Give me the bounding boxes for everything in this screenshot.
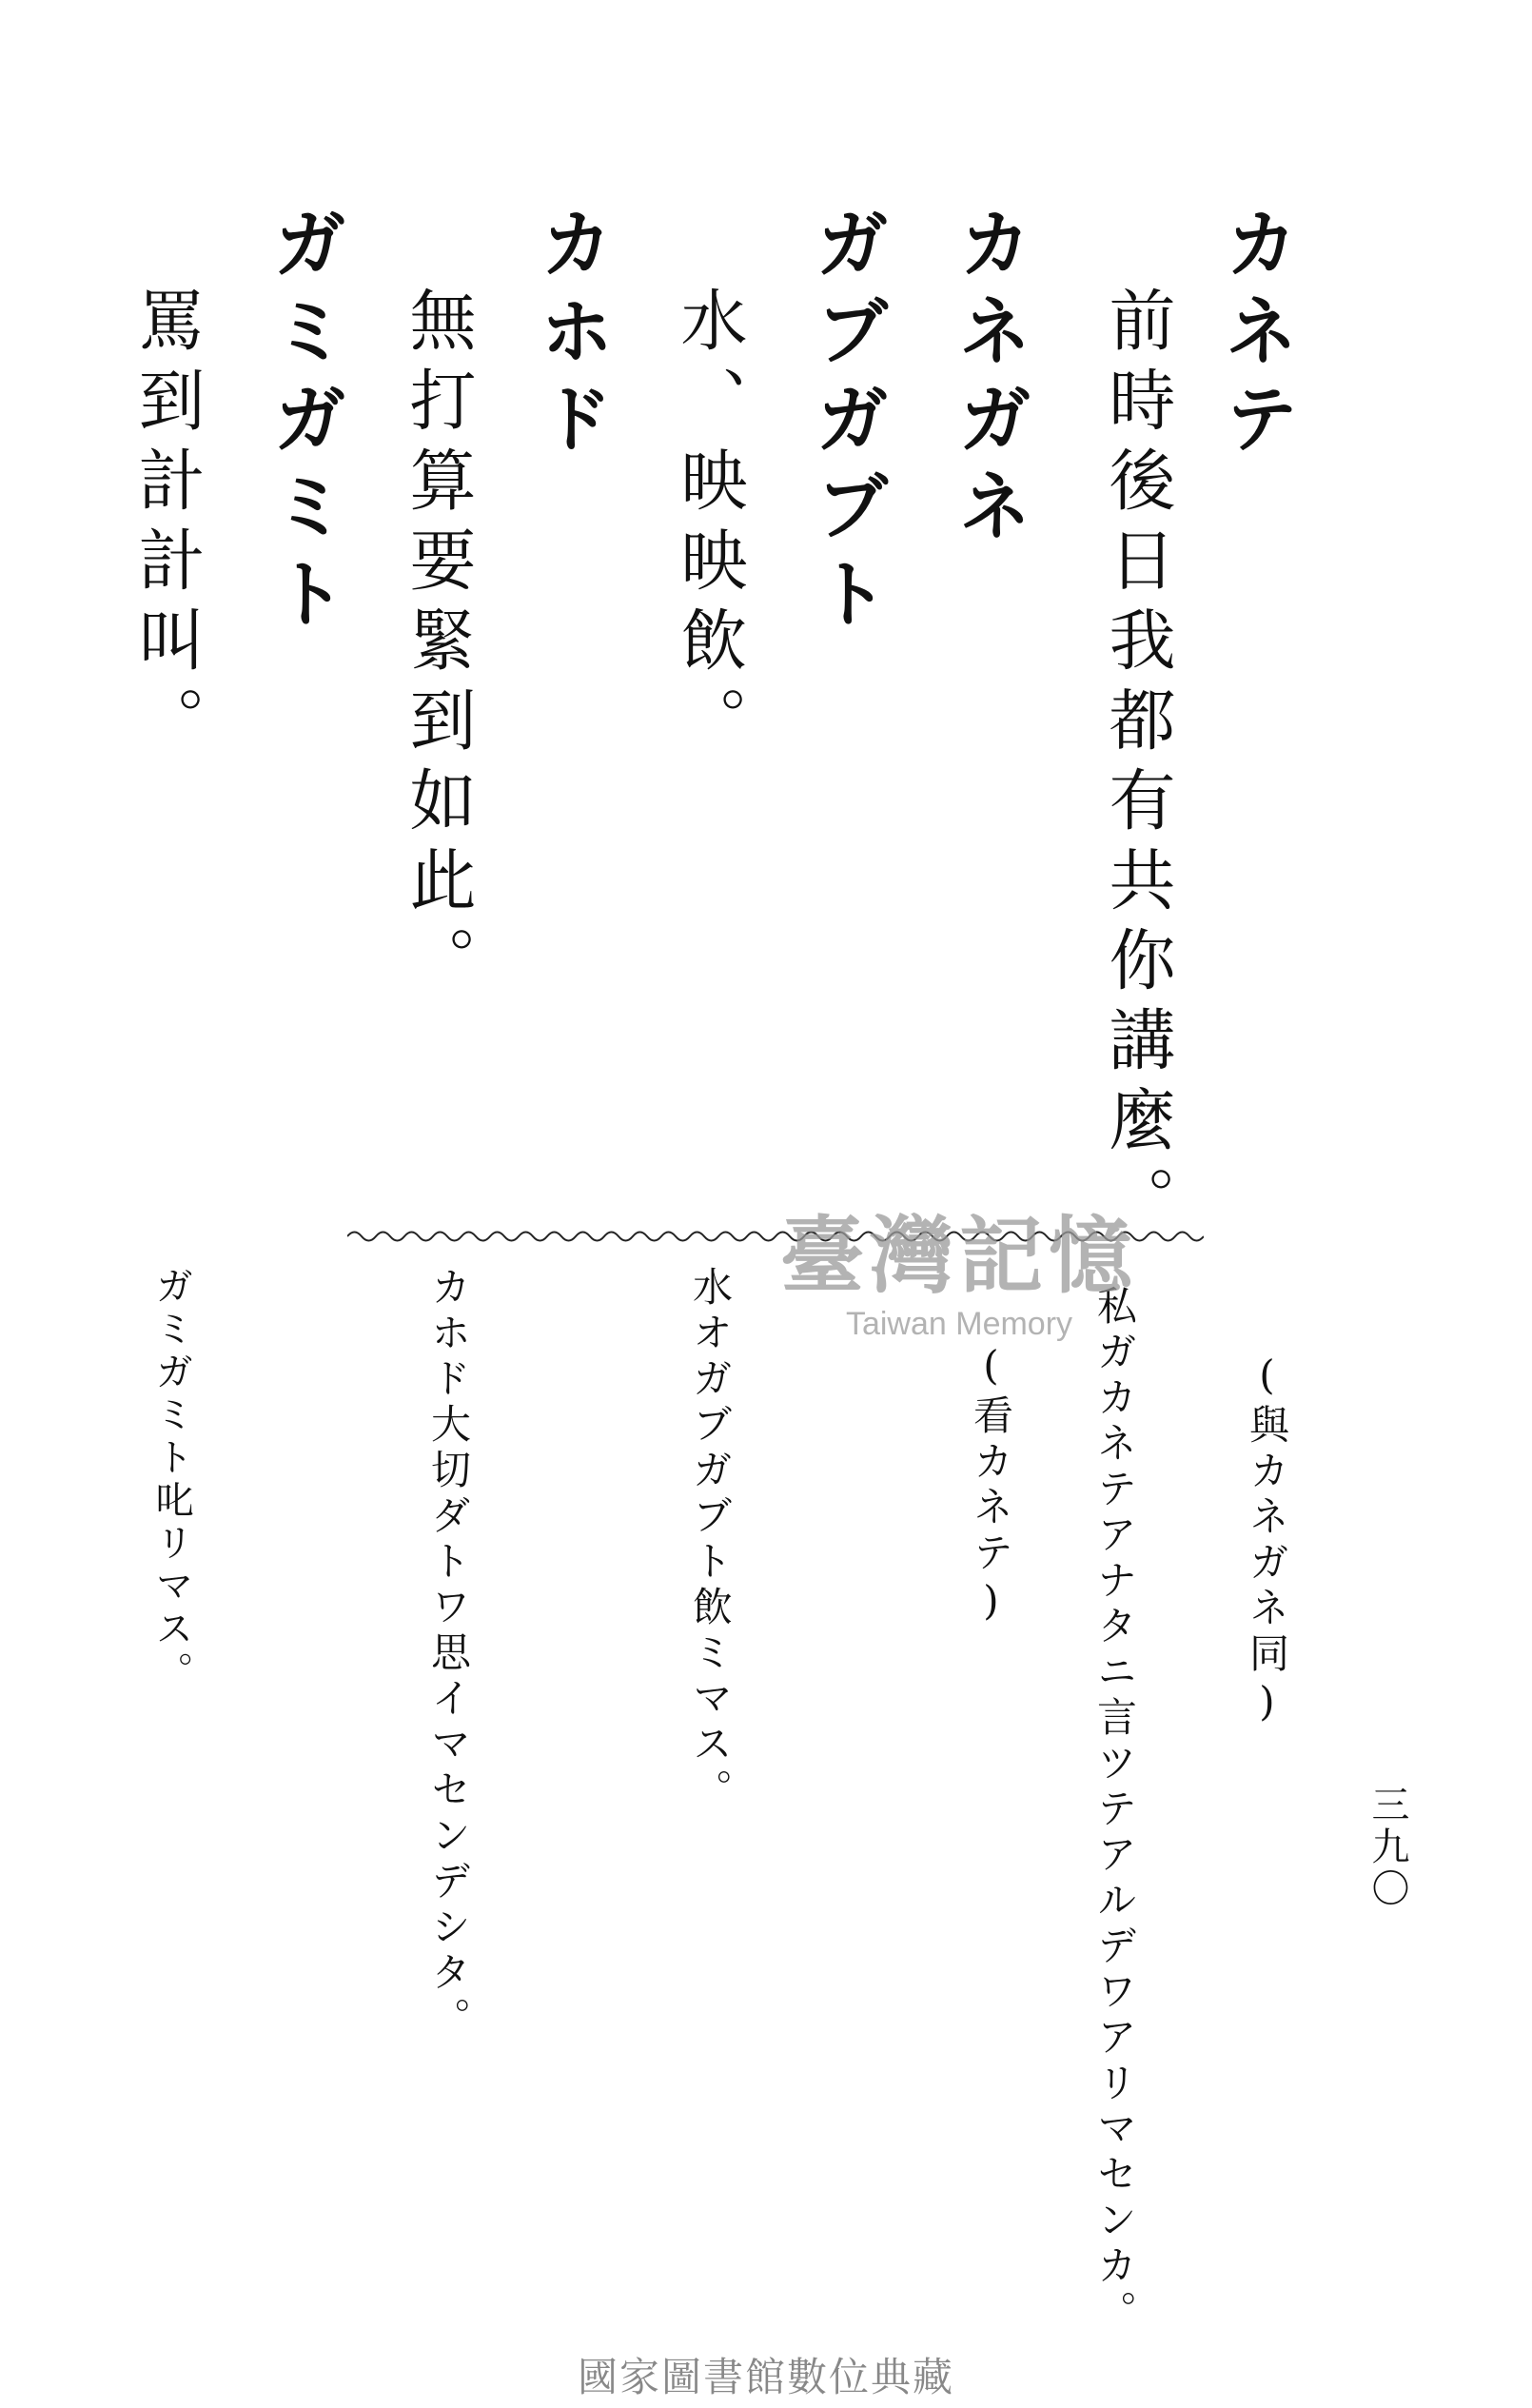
entry-1-headword: カネテ: [1212, 205, 1298, 467]
entry-5-headword: ガミガミト: [261, 205, 346, 642]
entry-3-taiwanese: 水、映映飲。: [670, 286, 748, 765]
entry-1-taiwanese: 前時後日我都有共你講麼。: [1098, 286, 1176, 1245]
entry-2-headword: カネガネ: [946, 205, 1031, 555]
entry-1-translation: 私ガカネテアナタニ言ツテアルデワアリマセンカ。: [1091, 1285, 1138, 2336]
page-number: 三九〇: [1365, 1785, 1409, 1910]
entry-5-taiwanese: 罵到計計叫。: [128, 286, 206, 765]
entry-2-note: (看カネテ): [968, 1342, 1014, 1629]
entry-1-note: (與カネガネ同): [1244, 1352, 1290, 1730]
entry-4-taiwanese: 無打算要緊到如此。: [399, 286, 477, 1005]
watermark-subtitle: Taiwan Memory: [845, 1306, 1073, 1342]
entry-4-translation: カホド大切ダトワ思イマセンデシタ。: [425, 1266, 472, 2043]
entry-4-headword: カホド: [527, 205, 613, 467]
wavy-divider: [347, 1228, 1204, 1245]
entry-3-translation: 水オガブガブト飲ミマス。: [687, 1266, 734, 1814]
entry-5-translation: ガミガミト叱リマス。: [149, 1266, 193, 1694]
watermark: [780, 1190, 1138, 1343]
entry-3-headword: ガブガブト: [803, 205, 889, 642]
watermark-title: 臺灣記憶: [780, 1206, 1139, 1305]
footer-credit: 國家圖書館數位典藏: [577, 2354, 954, 2400]
